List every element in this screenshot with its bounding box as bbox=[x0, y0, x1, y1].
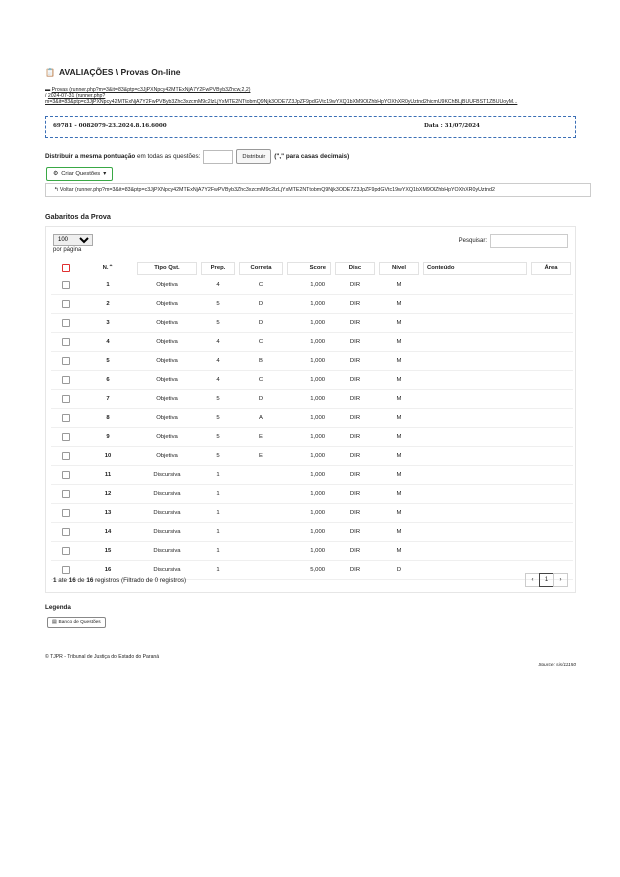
cell-prep: 5 bbox=[199, 428, 237, 447]
breadcrumb-provas-link[interactable]: Provas (runner.php?m=3&it=83&ptp=c3JjPXNpcy42MTExNjA7Y2FwPVByb3Zhcw,2,2) bbox=[51, 87, 251, 93]
cell-conteudo bbox=[421, 447, 529, 466]
cell-disc: DIR bbox=[333, 428, 377, 447]
cell-score: 1,000 bbox=[285, 504, 333, 523]
distribute-label-bold: Distribuir a mesma pontuação bbox=[45, 153, 136, 160]
col-header-correta[interactable]: Correta bbox=[237, 260, 285, 276]
date-value: 31/07/2024 bbox=[444, 123, 480, 129]
cell-conteudo bbox=[421, 542, 529, 561]
cell-disc: DIR bbox=[333, 485, 377, 504]
search-input[interactable] bbox=[490, 234, 568, 248]
cell-conteudo bbox=[421, 276, 529, 295]
copyright: © TJPR - Tribunal de Justiça do Estado do Paraná bbox=[45, 654, 160, 660]
cell-disc: DIR bbox=[333, 466, 377, 485]
table-row bbox=[51, 428, 573, 447]
pager-next[interactable]: › bbox=[553, 573, 568, 587]
col-header-conteudo[interactable]: Conteúdo bbox=[421, 260, 529, 276]
cell-area bbox=[529, 371, 573, 390]
voltar-label: Voltar (runner.php?m=3&it=83&ptp=c3JjPXNpcy42MTExNjA7Y2FwPVByb3Zhc3xzcmM9c2lzLjYxMTE2NTtobmQ9Njk3ODE7Z3JpZF9pdGVtc19wYXQ1bXM9OlZhbHpYOXhXR0yUztnd2 bbox=[59, 187, 495, 193]
row-select[interactable] bbox=[51, 409, 81, 428]
row-checkbox[interactable] bbox=[62, 414, 70, 422]
cell-score: 1,000 bbox=[285, 352, 333, 371]
cell-nivel: M bbox=[377, 504, 421, 523]
cell-correta: C bbox=[237, 371, 285, 390]
gabarito-table-panel bbox=[45, 226, 576, 593]
cell-disc: DIR bbox=[333, 333, 377, 352]
cell-prep: 1 bbox=[199, 466, 237, 485]
row-checkbox[interactable] bbox=[62, 281, 70, 289]
cell-correta: D bbox=[237, 390, 285, 409]
cell-nivel: M bbox=[377, 295, 421, 314]
exam-info-box bbox=[45, 116, 576, 138]
source-ref: Source: sis/11150 bbox=[538, 663, 576, 668]
cell-conteudo bbox=[421, 371, 529, 390]
row-checkbox[interactable] bbox=[62, 433, 70, 441]
cell-tipo: Objetiva bbox=[135, 371, 199, 390]
database-icon: ▤ bbox=[52, 620, 57, 625]
row-select[interactable] bbox=[51, 447, 81, 466]
cell-score: 1,000 bbox=[285, 314, 333, 333]
cell-nivel: M bbox=[377, 276, 421, 295]
process-number: 69781 - 0082079-23.2024.8.16.6000 bbox=[53, 123, 167, 129]
search-control bbox=[459, 234, 568, 248]
col-header-nivel[interactable]: Nível bbox=[377, 260, 421, 276]
cell-area bbox=[529, 542, 573, 561]
row-checkbox[interactable] bbox=[62, 566, 70, 574]
cell-area bbox=[529, 447, 573, 466]
cell-nivel: M bbox=[377, 333, 421, 352]
cell-nivel: M bbox=[377, 314, 421, 333]
cell-n: 5 bbox=[81, 352, 135, 371]
cell-prep: 5 bbox=[199, 295, 237, 314]
cell-nivel: D bbox=[377, 561, 421, 580]
breadcrumb-date-link[interactable]: 2024-07-31 (runner.php? bbox=[47, 93, 106, 100]
table-row bbox=[51, 485, 573, 504]
pager-prev[interactable]: ‹ bbox=[525, 573, 540, 587]
table-row bbox=[51, 295, 573, 314]
cell-disc: DIR bbox=[333, 352, 377, 371]
cell-n: 16 bbox=[81, 561, 135, 580]
row-select[interactable] bbox=[51, 333, 81, 352]
cell-correta: B bbox=[237, 352, 285, 371]
row-checkbox[interactable] bbox=[62, 357, 70, 365]
col-header-score[interactable]: Score bbox=[285, 260, 333, 276]
back-arrow-icon: ↰ bbox=[54, 187, 60, 193]
cell-score: 1,000 bbox=[285, 466, 333, 485]
date-label: Data : bbox=[424, 123, 443, 129]
table-row bbox=[51, 523, 573, 542]
row-checkbox[interactable] bbox=[62, 319, 70, 327]
caret-down-icon: ▾ bbox=[103, 171, 107, 177]
cell-area bbox=[529, 352, 573, 371]
row-select[interactable] bbox=[51, 352, 81, 371]
criar-questoes-button[interactable] bbox=[46, 167, 113, 181]
cell-n: 8 bbox=[81, 409, 135, 428]
col-header-disc[interactable]: Disc bbox=[333, 260, 377, 276]
breadcrumb-separator: / bbox=[45, 93, 47, 100]
cell-conteudo bbox=[421, 466, 529, 485]
cell-prep: 1 bbox=[199, 561, 237, 580]
banco-questoes-button[interactable] bbox=[47, 617, 106, 628]
table-row bbox=[51, 542, 573, 561]
pagination bbox=[526, 573, 568, 587]
cell-prep: 4 bbox=[199, 352, 237, 371]
cell-tipo: Discursiva bbox=[135, 523, 199, 542]
row-select[interactable] bbox=[51, 314, 81, 333]
cell-prep: 4 bbox=[199, 276, 237, 295]
sort-asc-icon: ⌃ bbox=[108, 265, 114, 271]
page-title bbox=[45, 67, 181, 77]
cell-tipo: Objetiva bbox=[135, 295, 199, 314]
cell-n: 12 bbox=[81, 485, 135, 504]
page-title-text: AVALIAÇÕES \ Provas On-line bbox=[58, 67, 181, 77]
cell-score: 1,000 bbox=[285, 409, 333, 428]
cell-prep: 5 bbox=[199, 390, 237, 409]
cell-correta bbox=[237, 561, 285, 580]
cell-score: 1,000 bbox=[285, 447, 333, 466]
cell-prep: 1 bbox=[199, 504, 237, 523]
banco-questoes-label: Banco de Questões bbox=[58, 620, 101, 625]
distribute-row bbox=[45, 149, 349, 164]
cell-conteudo bbox=[421, 314, 529, 333]
cell-score: 1,000 bbox=[285, 371, 333, 390]
row-checkbox[interactable] bbox=[62, 395, 70, 403]
gabarito-table bbox=[51, 260, 573, 580]
cell-correta: C bbox=[237, 276, 285, 295]
cell-score: 1,000 bbox=[285, 295, 333, 314]
cell-nivel: M bbox=[377, 352, 421, 371]
cell-tipo: Discursiva bbox=[135, 485, 199, 504]
cell-score: 1,000 bbox=[285, 523, 333, 542]
row-select[interactable] bbox=[51, 276, 81, 295]
cell-disc: DIR bbox=[333, 295, 377, 314]
select-all-header[interactable] bbox=[51, 260, 81, 276]
table-row bbox=[51, 352, 573, 371]
cell-prep: 1 bbox=[199, 523, 237, 542]
row-checkbox[interactable] bbox=[62, 528, 70, 536]
cell-nivel: M bbox=[377, 523, 421, 542]
row-select[interactable] bbox=[51, 485, 81, 504]
cell-disc: DIR bbox=[333, 314, 377, 333]
cell-conteudo bbox=[421, 504, 529, 523]
cell-correta bbox=[237, 523, 285, 542]
cell-score: 1,000 bbox=[285, 390, 333, 409]
cell-n: 10 bbox=[81, 447, 135, 466]
table-row bbox=[51, 314, 573, 333]
table-header-row bbox=[51, 260, 573, 276]
cell-disc: DIR bbox=[333, 276, 377, 295]
legend-title: Legenda bbox=[45, 604, 71, 611]
cell-score: 1,000 bbox=[285, 333, 333, 352]
cell-tipo: Objetiva bbox=[135, 333, 199, 352]
cell-nivel: M bbox=[377, 447, 421, 466]
cell-correta: A bbox=[237, 409, 285, 428]
cell-tipo: Discursiva bbox=[135, 542, 199, 561]
row-select[interactable] bbox=[51, 295, 81, 314]
cell-correta: C bbox=[237, 333, 285, 352]
row-select[interactable] bbox=[51, 371, 81, 390]
cell-score: 1,000 bbox=[285, 276, 333, 295]
cell-disc: DIR bbox=[333, 409, 377, 428]
cell-conteudo bbox=[421, 409, 529, 428]
cell-correta bbox=[237, 542, 285, 561]
cell-area bbox=[529, 409, 573, 428]
row-select[interactable] bbox=[51, 542, 81, 561]
row-select[interactable] bbox=[51, 390, 81, 409]
cell-disc: DIR bbox=[333, 523, 377, 542]
per-page-control bbox=[53, 234, 93, 253]
cell-disc: DIR bbox=[333, 390, 377, 409]
section-title: Gabaritos da Prova bbox=[45, 212, 111, 221]
cell-prep: 4 bbox=[199, 371, 237, 390]
cell-tipo: Objetiva bbox=[135, 352, 199, 371]
select-all-checkbox[interactable] bbox=[62, 264, 70, 272]
cell-tipo: Objetiva bbox=[135, 276, 199, 295]
cell-score: 1,000 bbox=[285, 428, 333, 447]
cell-tipo: Objetiva bbox=[135, 409, 199, 428]
cell-n: 13 bbox=[81, 504, 135, 523]
cell-n: 4 bbox=[81, 333, 135, 352]
cell-tipo: Discursiva bbox=[135, 466, 199, 485]
cell-tipo: Objetiva bbox=[135, 447, 199, 466]
cell-conteudo bbox=[421, 485, 529, 504]
cell-n: 11 bbox=[81, 466, 135, 485]
row-checkbox[interactable] bbox=[62, 509, 70, 517]
distribute-label: em todas as questões: bbox=[137, 153, 201, 160]
cell-n: 3 bbox=[81, 314, 135, 333]
cell-score: 5,000 bbox=[285, 561, 333, 580]
cell-tipo: Discursiva bbox=[135, 504, 199, 523]
cell-nivel: M bbox=[377, 371, 421, 390]
cell-conteudo bbox=[421, 390, 529, 409]
decimal-hint: ("," para casas decimais) bbox=[274, 153, 350, 160]
col-header-area[interactable]: Área bbox=[529, 260, 573, 276]
cell-nivel: M bbox=[377, 409, 421, 428]
cell-score: 1,000 bbox=[285, 542, 333, 561]
voltar-link[interactable] bbox=[45, 183, 591, 197]
row-select[interactable] bbox=[51, 523, 81, 542]
clipboard-icon: 📋 bbox=[45, 67, 55, 77]
cell-n: 1 bbox=[81, 276, 135, 295]
row-checkbox[interactable] bbox=[62, 471, 70, 479]
per-page-label: por página bbox=[53, 247, 82, 253]
col-header-prep[interactable]: Prep. bbox=[199, 260, 237, 276]
cell-n: 7 bbox=[81, 390, 135, 409]
cell-disc: DIR bbox=[333, 447, 377, 466]
table-row bbox=[51, 447, 573, 466]
col-header-tipo[interactable]: Tipo Qst. bbox=[135, 260, 199, 276]
row-checkbox[interactable] bbox=[62, 547, 70, 555]
cell-correta: E bbox=[237, 447, 285, 466]
cell-area bbox=[529, 485, 573, 504]
cell-correta: E bbox=[237, 428, 285, 447]
cell-tipo: Objetiva bbox=[135, 428, 199, 447]
cell-correta bbox=[237, 504, 285, 523]
distribute-input[interactable] bbox=[203, 150, 233, 164]
cell-correta: D bbox=[237, 295, 285, 314]
cell-tipo: Objetiva bbox=[135, 390, 199, 409]
cell-area bbox=[529, 523, 573, 542]
table-row bbox=[51, 466, 573, 485]
row-checkbox[interactable] bbox=[62, 338, 70, 346]
cell-prep: 5 bbox=[199, 314, 237, 333]
cell-n: 15 bbox=[81, 542, 135, 561]
cell-prep: 4 bbox=[199, 333, 237, 352]
row-checkbox[interactable] bbox=[62, 300, 70, 308]
cell-disc: DIR bbox=[333, 504, 377, 523]
col-header-n[interactable]: N. ⌃ bbox=[102, 265, 114, 271]
cell-tipo: Objetiva bbox=[135, 314, 199, 333]
row-select[interactable] bbox=[51, 428, 81, 447]
breadcrumb bbox=[45, 87, 576, 106]
cell-area bbox=[529, 428, 573, 447]
cell-conteudo bbox=[421, 352, 529, 371]
table-row bbox=[51, 409, 573, 428]
pager-page-1[interactable]: 1 bbox=[539, 573, 554, 587]
cell-correta bbox=[237, 485, 285, 504]
cell-prep: 1 bbox=[199, 542, 237, 561]
gear-icon: ⚙ bbox=[53, 171, 59, 177]
cell-prep: 5 bbox=[199, 409, 237, 428]
per-page-select[interactable] bbox=[53, 234, 93, 246]
cell-disc: DIR bbox=[333, 561, 377, 580]
row-checkbox[interactable] bbox=[62, 376, 70, 384]
cell-disc: DIR bbox=[333, 542, 377, 561]
cell-n: 14 bbox=[81, 523, 135, 542]
cell-nivel: M bbox=[377, 542, 421, 561]
search-label: Pesquisar: bbox=[458, 238, 487, 244]
cell-conteudo bbox=[421, 523, 529, 542]
table-row bbox=[51, 371, 573, 390]
cell-conteudo bbox=[421, 561, 529, 580]
distribute-button[interactable]: Distribuir bbox=[236, 149, 271, 164]
cell-score: 1,000 bbox=[285, 485, 333, 504]
cell-nivel: M bbox=[377, 390, 421, 409]
cell-n: 6 bbox=[81, 371, 135, 390]
exam-date bbox=[424, 123, 480, 129]
cell-conteudo bbox=[421, 295, 529, 314]
row-select[interactable] bbox=[51, 466, 81, 485]
row-select[interactable] bbox=[51, 504, 81, 523]
cell-conteudo bbox=[421, 333, 529, 352]
cell-nivel: M bbox=[377, 466, 421, 485]
cell-area bbox=[529, 276, 573, 295]
cell-area bbox=[529, 466, 573, 485]
folder-icon: ▬ bbox=[45, 87, 51, 93]
cell-prep: 1 bbox=[199, 485, 237, 504]
cell-nivel: M bbox=[377, 485, 421, 504]
cell-area bbox=[529, 333, 573, 352]
cell-nivel: M bbox=[377, 428, 421, 447]
table-row bbox=[51, 390, 573, 409]
cell-area bbox=[529, 390, 573, 409]
cell-area bbox=[529, 295, 573, 314]
cell-prep: 5 bbox=[199, 447, 237, 466]
cell-correta bbox=[237, 466, 285, 485]
row-checkbox[interactable] bbox=[62, 490, 70, 498]
cell-disc: DIR bbox=[333, 371, 377, 390]
table-row bbox=[51, 504, 573, 523]
cell-conteudo bbox=[421, 428, 529, 447]
row-checkbox[interactable] bbox=[62, 452, 70, 460]
cell-tipo: Discursiva bbox=[135, 561, 199, 580]
table-info: 1 ate 16 de 16 registros (Filtrado de 0 registros) bbox=[53, 577, 187, 584]
table-row bbox=[51, 333, 573, 352]
criar-questoes-label: Criar Questões bbox=[61, 171, 101, 177]
cell-n: 2 bbox=[81, 295, 135, 314]
cell-area bbox=[529, 314, 573, 333]
cell-n: 9 bbox=[81, 428, 135, 447]
breadcrumb-date-link-cont[interactable]: m=3&it=83&ptp=c3JjPXNpcy42MTExNjA7Y2FwPVByb3Zhc3xzcmM9c2lzLjYxMTE2NTtobmQ9Njk3ODE7Z3JpZF9pdGVtc19wYXQ1bXM9OlZhbHpYOXhXR0yUztnd2hicmU9KChBLjBUUFBST1ZBUUoyM... bbox=[45, 99, 518, 106]
cell-correta: D bbox=[237, 314, 285, 333]
table-row bbox=[51, 276, 573, 295]
cell-area bbox=[529, 504, 573, 523]
